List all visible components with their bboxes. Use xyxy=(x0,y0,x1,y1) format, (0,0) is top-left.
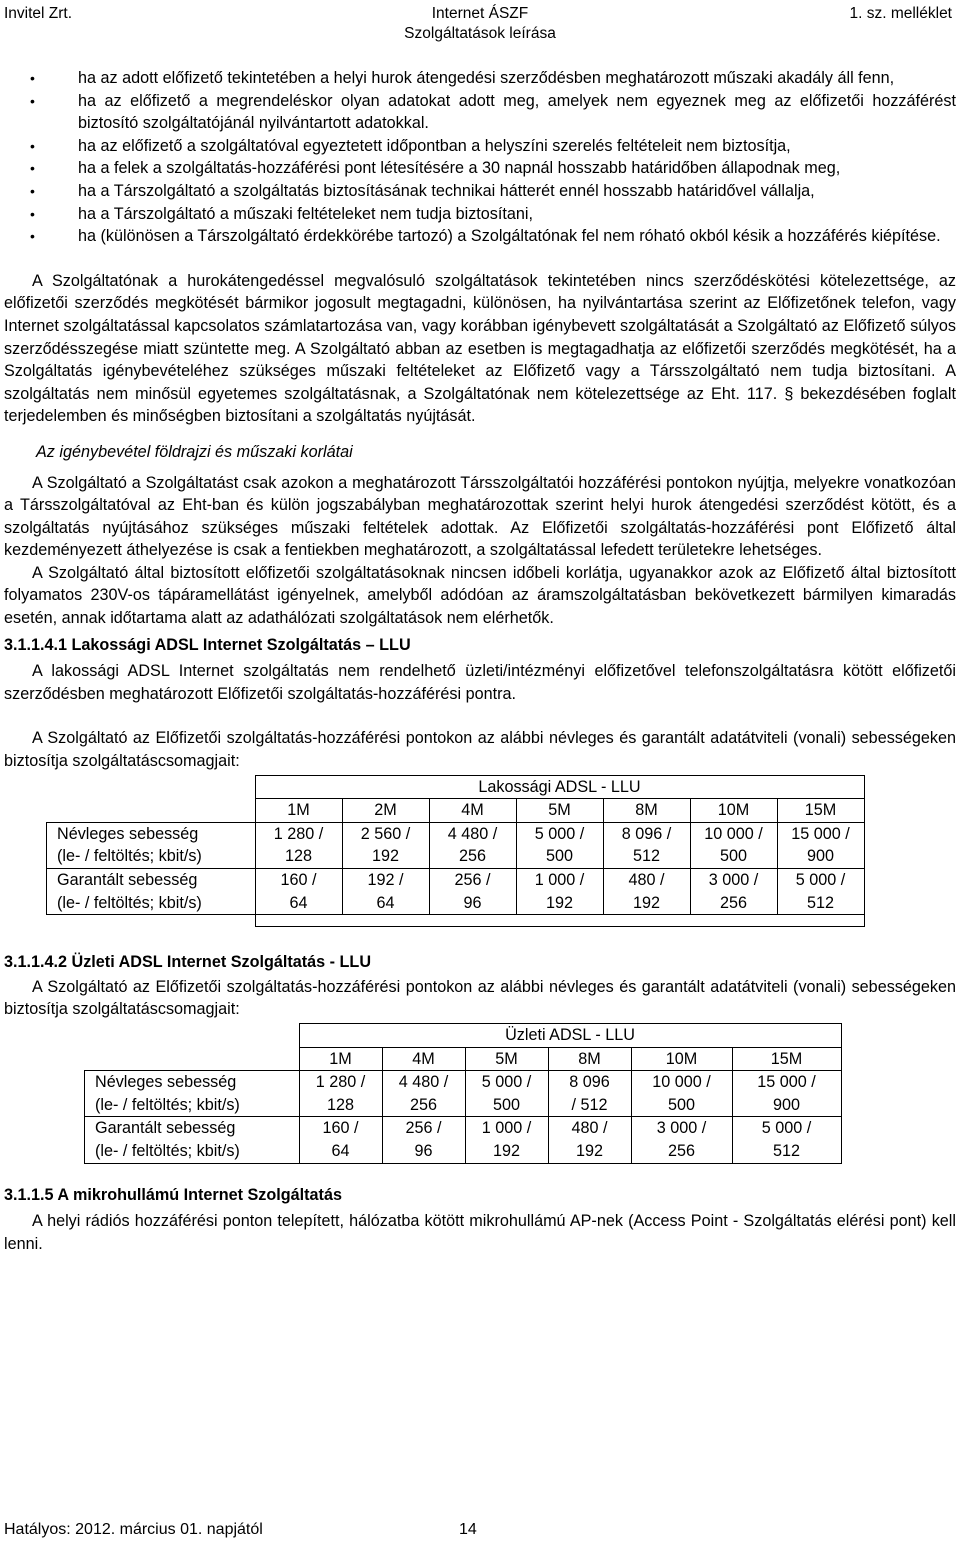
table-cell: 15 000 / 900 xyxy=(777,822,864,868)
table-title: Lakossági ADSL - LLU xyxy=(255,775,864,799)
table-cell: 480 / 192 xyxy=(603,869,690,915)
table-cell: 10 000 / 500 xyxy=(690,822,777,868)
row-label: Garantált sebesség (le- / feltöltés; kbit/s) xyxy=(85,1117,300,1163)
table-cell: 256 / 96 xyxy=(429,869,516,915)
page-body xyxy=(4,67,956,1255)
table-cell: 8 096 / 512 xyxy=(548,1071,631,1117)
header-doc-title: Internet ÁSZF xyxy=(431,5,529,22)
table-cell: 8 096 / 512 xyxy=(603,822,690,868)
paragraph-time-limits: A Szolgáltató által biztosított előfizetői szolgáltatásoknak nincsen időbeli korlátja, ugyanakkor azok az Előfizető által biztosított folyamatos 230V-os tápáramellátást igényelnek, amelyből adódóan az áramszolgáltatásban bekövetkezett bármilyen kimaradás esetén, annak időtartama alatt az adathálózati szolgáltatások nem elérhetők. xyxy=(4,563,956,628)
section-number: 3.1.1.5 xyxy=(4,1185,54,1204)
section-number: 3.1.1.4.2 xyxy=(4,953,68,972)
section-number: 3.1.1.4.1 xyxy=(4,635,68,654)
table-col-header: 2M xyxy=(342,799,429,823)
table-col-header: 4M xyxy=(382,1047,465,1071)
table-col-header: 1M xyxy=(299,1047,382,1071)
table-cell: 4 480 / 256 xyxy=(382,1071,465,1117)
paragraph-contract-refusal: A Szolgáltatónak a hurokátengedéssel megvalósuló szolgáltatások tekintetében nincs szerződéskötési kötelezettsége, az előfizetői szerződés megkötését bármikor jogosult megtagadni, különösen, ha nyilvántartása szerint az Előfizetőnek telefon, vagy Internet szolgáltatással kapcsolatos számlatartozása van, vagy korábban igénybevett szolgáltatását a Szolgáltató az Előfizető súlyos szerződésszegése miatt szüntette meg. A Szolgáltató abban az esetben is megtagadhatja az előfizetői szerződés megkötését, ha a Szolgáltatás igénybevételéhez szükséges műszaki feltételeket az Előfizető vagy a Társszolgáltató nem tudja biztosítani. A szolgáltatás nem minősül egyetemes szolgáltatásnak, a Szolgáltatónak nem kötelezettsége az Eht. 117. § bekezdésében foglalt terjedelemben és minőségben biztosítani a szolgáltatás nyújtását. xyxy=(4,271,956,426)
table-col-header: 1M xyxy=(255,799,342,823)
table-col-header: 5M xyxy=(465,1047,548,1071)
subheading-limits: Az igénybevétel földrajzi és műszaki korlátai xyxy=(36,442,353,461)
table-cell: 5 000 / 512 xyxy=(732,1117,841,1163)
table-col-header: 15M xyxy=(732,1047,841,1071)
header-doc-subtitle: Szolgáltatások leírása xyxy=(404,25,556,42)
table-row xyxy=(85,1071,842,1117)
section-heading-residential xyxy=(4,634,956,657)
table-col-header: 5M xyxy=(516,799,603,823)
list-item: • ha az adott előfizető tekintetében a helyi hurok átengedési szerződésben meghatározott műszaki akadály áll fenn, xyxy=(4,67,956,90)
table-cell: 160 / 64 xyxy=(255,869,342,915)
table-col-header: 8M xyxy=(603,799,690,823)
table-cell: 256 / 96 xyxy=(382,1117,465,1163)
row-label: Névleges sebesség (le- / feltöltés; kbit/s) xyxy=(47,822,256,868)
table-residential-speeds xyxy=(46,775,865,928)
paragraph-speeds-business: A Szolgáltató az Előfizetői szolgáltatás-hozzáférési pontokon az alábbi névleges és garantált adatátviteli (vonali) sebességeken biztosítja szolgáltatáscsomagjait: xyxy=(4,977,956,1019)
table-row xyxy=(47,869,865,915)
section-title: A mikrohullámú Internet Szolgáltatás xyxy=(57,1185,342,1204)
list-item: • ha az előfizető a szolgáltatóval egyeztetett időpontban a helyszíni szerelés feltételeit nem biztosítja, xyxy=(4,135,956,158)
page-header xyxy=(4,4,956,48)
header-company: Invitel Zrt. xyxy=(4,5,73,22)
table-cell: 160 / 64 xyxy=(299,1117,382,1163)
section-heading-business xyxy=(4,951,956,974)
table-cell: 10 000 / 500 xyxy=(631,1071,732,1117)
list-item: • ha a felek a szolgáltatás-hozzáférési pont létesítésére a 30 napnál hosszabb határidőben állapodnak meg, xyxy=(4,157,956,180)
list-item: • ha a Társzolgáltató a műszaki feltételeket nem tudja biztosítani, xyxy=(4,203,956,226)
paragraph-speeds-residential: A Szolgáltató az Előfizetői szolgáltatás-hozzáférési pontokon az alábbi névleges és garantált adatátviteli (vonali) sebességeken biztosítja szolgáltatáscsomagjait: xyxy=(4,729,956,771)
table-cell: 5 000 / 500 xyxy=(465,1071,548,1117)
table-cell: 5 000 / 512 xyxy=(777,869,864,915)
table-business-speeds xyxy=(84,1023,842,1164)
list-item: • ha a Társzolgáltató a szolgáltatás biztosításának technikai hátterét ennél hosszabb határidővel vállalja, xyxy=(4,180,956,203)
table-cell: 5 000 / 500 xyxy=(516,822,603,868)
table-row xyxy=(85,1117,842,1163)
table-cell: 3 000 / 256 xyxy=(690,869,777,915)
table-cell: 2 560 / 192 xyxy=(342,822,429,868)
header-center xyxy=(4,4,956,44)
table-col-header: 15M xyxy=(777,799,864,823)
table-col-header: 10M xyxy=(690,799,777,823)
footer-effective-date: Hatályos: 2012. március 01. napjától xyxy=(4,1521,263,1538)
table-cell: 1 000 / 192 xyxy=(516,869,603,915)
table-cell: 1 280 / 128 xyxy=(299,1071,382,1117)
page-number: 14 xyxy=(459,1521,477,1538)
table-col-header: 8M xyxy=(548,1047,631,1071)
table-cell: 480 / 192 xyxy=(548,1117,631,1163)
list-item: • ha (különösen a Társzolgáltató érdekkörébe tartozó) a Szolgáltatónak fel nem róható okból késik a hozzáférés kiépítése. xyxy=(4,225,956,248)
bullet-list xyxy=(4,67,956,248)
section-title: Üzleti ADSL Internet Szolgáltatás - LLU xyxy=(71,953,372,972)
list-item: • ha az előfizető a megrendeléskor olyan adatokat adott meg, amelyek nem egyeznek meg az előfizetői hozzáférést biztosító szolgáltatójánál nyilvántartott adatokkal. xyxy=(4,90,956,135)
paragraph-access-points: A Szolgáltató a Szolgáltatást csak azokon a meghatározott Társszolgáltatói hozzáférési pontokon nyújtja, melyekre vonatkozóan a Társszolgáltatóval az Eht-ban és külön jogszabályban meghatározottak szerint helyi hurok átengedési szerződést kötött, és a szolgáltatás nyújtásához szükséges műszaki feltételek adottak. Az Előfizetői szolgáltatás-hozzáférési pont Előfizető által kezdeményezett áthelyezése is csak a fentiekben meghatározott, a szolgáltatással lefedett területekre lehetséges. xyxy=(4,473,956,560)
table-cell: 4 480 / 256 xyxy=(429,822,516,868)
paragraph-residential: A lakossági ADSL Internet szolgáltatás nem rendelhető üzleti/intézményi előfizetővel telefonszolgáltatásra kötött előfizetői szerződésben meghatározott Előfizetői szolgáltatás-hozzáférési pontra. xyxy=(4,662,956,703)
paragraph-microwave: A helyi rádiós hozzáférési ponton telepített, hálózatba kötött mikrohullámú AP-nek (Access Point - Szolgáltatás elérési pont) kell lenni. xyxy=(4,1212,956,1253)
header-annex: 1. sz. melléklet xyxy=(849,5,952,22)
table-row xyxy=(47,822,865,868)
section-heading-microwave xyxy=(4,1184,956,1207)
table-col-header: 10M xyxy=(631,1047,732,1071)
row-label: Névleges sebesség (le- / feltöltés; kbit/s) xyxy=(85,1071,300,1117)
table-cell: 192 / 64 xyxy=(342,869,429,915)
table-cell: 1 280 / 128 xyxy=(255,822,342,868)
table-cell: 3 000 / 256 xyxy=(631,1117,732,1163)
table-col-header: 4M xyxy=(429,799,516,823)
table-cell: 1 000 / 192 xyxy=(465,1117,548,1163)
table-cell: 15 000 / 900 xyxy=(732,1071,841,1117)
section-title: Lakossági ADSL Internet Szolgáltatás – LLU xyxy=(71,635,411,654)
table-title: Üzleti ADSL - LLU xyxy=(299,1023,841,1047)
row-label: Garantált sebesség (le- / feltöltés; kbit/s) xyxy=(47,869,256,915)
